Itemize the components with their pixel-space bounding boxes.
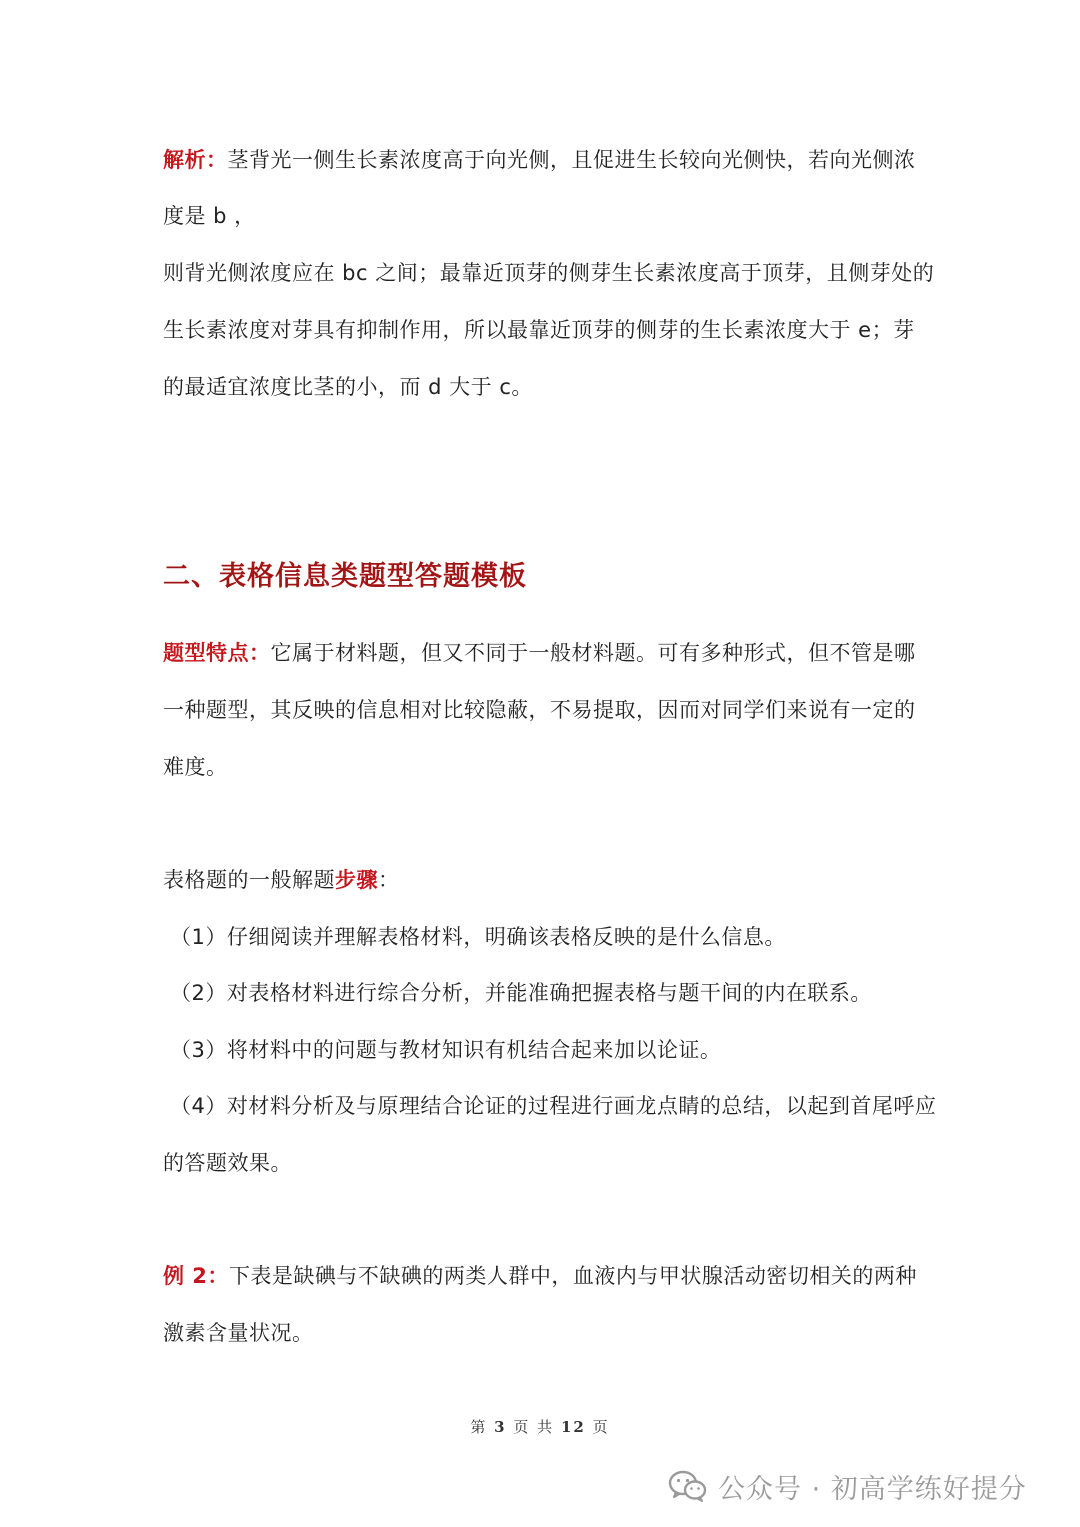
analysis-line-2: 度是 b ， [163,204,256,228]
step-item-1: （1）仔细阅读并理解表格材料，明确该表格反映的是什么信息。 [170,925,786,949]
features-label: 题型特点： [163,641,271,665]
analysis-label: 解析： [163,148,228,172]
example2-text-1: 下表是缺碘与不缺碘的两类人群中，血液内与甲状腺活动密切相关的两种 [228,1264,917,1288]
footer-total-pages: 12 [560,1418,586,1436]
footer-middle: 页 共 [513,1418,555,1436]
page-footer [0,1416,1080,1437]
footer-prefix: 第 [470,1418,488,1436]
step-item-4-cont: 的答题效果。 [163,1151,292,1175]
analysis-text-1: 茎背光一侧生长素浓度高于向光侧，且促进生长较向光侧快，若向光侧浓 [227,148,916,172]
steps-intro-highlight: 步骤 [335,868,378,892]
example2-line-1 [163,1260,923,1292]
steps-intro [163,864,923,896]
steps-intro-suffix: ： [378,868,400,892]
features-line-3: 难度。 [163,755,228,779]
analysis-line-3: 则背光侧浓度应在 bc 之间；最靠近顶芽的侧芽生长素浓度高于顶芽，且侧芽处的 [163,261,935,285]
features-line-1 [163,637,923,669]
section-heading: 二、表格信息类题型答题模板 [163,561,527,592]
analysis-line-4: 生长素浓度对芽具有抑制作用，所以最靠近顶芽的侧芽的生长素浓度大于 e；芽 [163,318,915,342]
watermark [668,1464,1027,1508]
step-item-4: （4）对材料分析及与原理结合论证的过程进行画龙点睛的总结，以起到首尾呼应 [170,1094,937,1118]
features-text-1: 它属于材料题，但又不同于一般材料题。可有多种形式，但不管是哪 [270,641,916,665]
wechat-icon [668,1469,708,1503]
analysis-line-1 [163,144,923,176]
step-item-2: （2）对表格材料进行综合分析，并能准确把握表格与题干间的内在联系。 [170,981,872,1005]
example2-line-2: 激素含量状况。 [163,1321,314,1345]
footer-suffix: 页 [592,1418,610,1436]
analysis-line-5: 的最适宜浓度比茎的小，而 d 大于 c。 [163,375,533,399]
features-line-2: 一种题型，其反映的信息相对比较隐蔽，不易提取，因而对同学们来说有一定的 [163,698,916,722]
watermark-text: 公众号 · 初高学练好提分 [718,1473,1027,1505]
steps-intro-prefix: 表格题的一般解题 [163,868,335,892]
footer-page-number: 3 [494,1418,507,1436]
step-item-3: （3）将材料中的问题与教材知识有机结合起来加以论证。 [170,1038,722,1062]
example2-label: 例 2： [163,1264,229,1288]
